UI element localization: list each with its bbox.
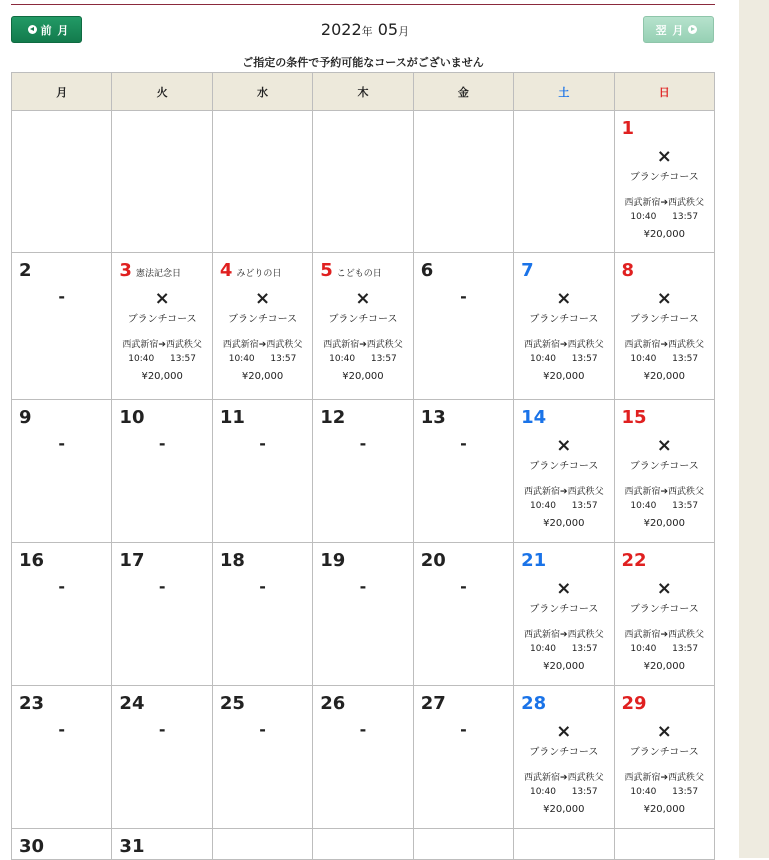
day-number-value: 1 [621,118,635,139]
times [615,785,714,799]
holiday-name: みどりの日 [236,269,282,279]
course-name: ブランチコース [127,314,197,325]
calendar-week-row [12,253,715,400]
calendar-day-cell[interactable] [514,400,614,543]
depart-time: 10:40 [529,644,556,654]
course-price: ¥20,000 [543,518,585,529]
arrow-right-icon: ➔ [359,340,367,350]
day-number-value: 17 [119,550,145,571]
day-number-value: 6 [420,260,434,281]
weekday-header-saturday: 土 [514,73,614,111]
route-from: 西武新宿 [524,773,561,783]
route [112,338,211,352]
depart-time: 10:40 [529,354,556,364]
no-course-mark: - [58,720,66,739]
day-number-value: 22 [621,550,647,571]
course-price: ¥20,000 [543,804,585,815]
course-name: ブランチコース [629,461,699,472]
no-course-mark: - [359,577,367,596]
next-month-label: 翌 月 [655,23,685,37]
times [514,499,613,513]
route-to: 西武秩父 [668,773,705,783]
calendar-day-cell[interactable] [212,253,312,400]
arrow-right-icon: ➔ [560,773,568,783]
calendar-cell-empty [313,111,413,253]
day-number-value: 31 [119,836,145,857]
course-name: ブランチコース [629,747,699,758]
weekday-header: 火 [112,73,212,111]
arrive-time: 13:57 [170,354,196,364]
route [514,628,613,642]
day-number-value: 26 [320,693,346,714]
depart-time: 10:40 [630,501,657,511]
calendar-day-cell [12,253,112,400]
calendar-day-cell[interactable] [614,543,714,686]
calendar-cell-empty [212,829,312,860]
calendar-day-cell [313,543,413,686]
no-course-mark: - [359,720,367,739]
day-number [119,693,144,715]
no-course-mark: - [58,287,66,306]
calendar-day-cell [413,686,513,829]
depart-time: 10:40 [630,354,657,364]
route-from: 西武新宿 [624,198,661,208]
weekday-header: 月 [12,73,112,111]
day-number [421,550,446,572]
times [514,785,613,799]
course-name: ブランチコース [529,747,599,758]
calendar-week-row [12,111,715,253]
calendar-day-cell[interactable] [514,686,614,829]
course-price: ¥20,000 [643,518,685,529]
route [615,196,714,210]
day-number [19,550,44,572]
route-to: 西武秩父 [165,340,202,350]
route-to: 西武秩父 [567,773,604,783]
top-divider [11,4,715,5]
calendar-day-cell [112,686,212,829]
calendar-cell-empty [12,111,112,253]
day-number [421,260,434,282]
day-number-value: 23 [19,693,45,714]
holiday-name: 憲法記念日 [135,269,181,279]
route-from: 西武新宿 [624,487,661,497]
course-price: ¥20,000 [543,661,585,672]
day-number-value: 8 [621,260,635,281]
depart-time: 10:40 [529,501,556,511]
day-number-value: 13 [420,407,446,428]
calendar-day-cell[interactable] [614,686,714,829]
month-title [290,20,440,39]
arrive-time: 13:57 [571,644,598,654]
day-number-value: 9 [19,407,32,428]
course-name: ブランチコース [629,604,699,615]
day-number-value: 3 [119,260,132,281]
calendar-cell-empty [614,829,714,860]
day-number [220,693,245,715]
month-value: 05 [377,20,399,39]
calendar-day-cell [112,829,212,860]
day-number [320,260,382,285]
course-info[interactable] [615,578,714,674]
arrow-right-icon: ➔ [660,198,669,208]
no-course-mark: - [460,287,467,306]
depart-time: 10:40 [630,212,657,222]
no-course-mark: - [158,434,166,453]
route-from: 西武新宿 [222,340,259,350]
route-to: 西武秩父 [668,630,705,640]
calendar-day-cell [12,686,112,829]
day-number-value: 30 [19,836,45,857]
arrow-left-icon [28,25,37,34]
day-number-value: 25 [219,693,245,714]
course-info[interactable] [514,435,613,531]
arrow-right-icon: ➔ [158,340,166,350]
unavailable-mark: × [355,288,371,309]
course-info[interactable] [514,288,613,384]
weekday-header: 木 [313,73,413,111]
arrive-time: 13:57 [370,354,397,364]
day-number [622,118,635,140]
depart-time: 10:40 [630,787,657,797]
course-info[interactable] [213,288,312,384]
calendar-day-cell[interactable] [614,400,714,543]
calendar-week-row [12,686,715,829]
calendar-table [11,72,715,860]
times [514,352,613,366]
depart-time: 10:40 [329,354,356,364]
availability-notice: ご指定の条件で予約可能なコースがございません [242,56,484,69]
course-price: ¥20,000 [141,371,183,382]
route-from: 西武新宿 [323,340,360,350]
course-name: ブランチコース [328,314,398,325]
calendar-day-cell [112,400,212,543]
arrive-time: 13:57 [571,501,598,511]
route [213,338,312,352]
no-course-mark: - [460,434,467,453]
calendar-day-cell [12,543,112,686]
course-info[interactable] [615,435,714,531]
unavailable-mark: × [656,578,672,599]
times [313,352,412,366]
day-number [421,693,446,715]
route [615,771,714,785]
route-from: 西武新宿 [524,340,561,350]
calendar-week-row [12,400,715,543]
course-info[interactable] [514,721,613,817]
course-price: ¥20,000 [643,804,685,815]
route-from: 西武新宿 [624,630,661,640]
prev-month-label: 前 月 [40,23,70,37]
times [112,352,211,366]
weekday-header-row [12,73,715,111]
day-number-value: 21 [521,550,547,571]
calendar-day-cell [313,400,413,543]
arrive-time: 13:57 [672,787,699,797]
calendar-week-row [12,829,715,860]
calendar-day-cell[interactable] [614,253,714,400]
calendar-cell-empty [514,829,614,860]
day-number [521,407,546,429]
times [213,352,312,366]
day-number-value: 20 [420,550,446,571]
route-to: 西武秩父 [668,198,705,208]
day-number [19,407,32,429]
right-sidebar [739,0,769,858]
calendar-cell-empty [212,111,312,253]
route [514,338,613,352]
unavailable-mark: × [154,288,170,309]
depart-time: 10:40 [630,644,657,654]
no-course-mark: - [259,577,266,596]
weekday-header-sunday: 日 [614,73,714,111]
arrive-time: 13:57 [672,644,699,654]
calendar-cell-empty [413,111,513,253]
route-to: 西武秩父 [567,340,604,350]
unavailable-mark: × [656,435,672,456]
calendar-cell-empty [112,111,212,253]
arrow-right-icon: ➔ [660,773,669,783]
day-number-value: 12 [320,407,346,428]
course-info[interactable] [514,578,613,674]
arrive-time: 13:57 [571,787,598,797]
day-number-value: 15 [621,407,647,428]
course-name: ブランチコース [629,314,699,325]
day-number-value: 10 [119,407,145,428]
day-number [19,260,32,282]
no-course-mark: - [460,577,467,596]
route-from: 西武新宿 [524,630,561,640]
holiday-name: こどもの日 [336,269,382,279]
day-number-value: 5 [320,260,333,281]
course-info[interactable] [313,288,412,384]
month-unit: 月 [398,25,410,38]
course-name: ブランチコース [529,604,599,615]
arrive-time: 13:57 [270,354,297,364]
course-price: ¥20,000 [643,661,685,672]
day-number-value: 2 [19,260,32,281]
route-to: 西武秩父 [567,630,604,640]
day-number [119,260,181,285]
no-course-mark: - [359,434,367,453]
day-number-value: 11 [219,407,245,428]
calendar-day-cell[interactable] [514,253,614,400]
times [615,642,714,656]
day-number [521,693,546,715]
day-number-value: 29 [621,693,647,714]
unavailable-mark: × [556,578,572,599]
course-price: ¥20,000 [643,371,685,382]
route-from: 西武新宿 [624,773,661,783]
day-number-value: 4 [219,260,233,281]
arrow-right-icon: ➔ [660,487,669,497]
course-name: ブランチコース [629,172,699,183]
calendar-day-cell[interactable] [514,543,614,686]
day-number [622,693,647,715]
day-number-value: 18 [219,550,245,571]
calendar-day-cell [212,686,312,829]
course-info[interactable] [615,288,714,384]
calendar-day-cell[interactable] [614,111,714,253]
day-number [220,407,245,429]
no-course-mark: - [259,434,266,453]
arrow-right-icon: ➔ [560,630,568,640]
unavailable-mark: × [556,435,572,456]
year-unit: 年 [361,25,373,38]
calendar-day-cell [313,686,413,829]
course-info[interactable] [615,146,714,242]
depart-time: 10:40 [228,354,255,364]
day-number [521,550,546,572]
no-course-mark: - [158,577,166,596]
calendar-day-cell [12,400,112,543]
day-number [119,836,144,858]
weekday-header: 金 [413,73,513,111]
year-value: 2022 [320,20,362,39]
day-number [119,407,144,429]
arrow-right-icon: ➔ [660,340,669,350]
calendar-cell-empty [514,111,614,253]
arrive-time: 13:57 [672,212,699,222]
day-number [320,407,345,429]
route-to: 西武秩父 [266,340,303,350]
day-number [622,550,647,572]
unavailable-mark: × [656,146,672,167]
times [514,642,613,656]
arrow-right-icon: ➔ [560,340,568,350]
no-course-mark: - [58,434,66,453]
course-name: ブランチコース [529,461,599,472]
day-number [320,550,345,572]
route-from: 西武新宿 [524,487,561,497]
arrow-right-icon: ➔ [258,340,267,350]
route-to: 西武秩父 [668,487,705,497]
course-price: ¥20,000 [241,371,284,382]
no-course-mark: - [460,720,467,739]
route [615,485,714,499]
day-number [320,693,345,715]
day-number [421,407,446,429]
calendar-cell-empty [313,829,413,860]
route-to: 西武秩父 [668,340,705,350]
day-number-value: 19 [320,550,346,571]
calendar-day-cell [212,400,312,543]
day-number [119,550,144,572]
no-course-mark: - [158,720,166,739]
day-number [521,260,534,282]
arrow-right-icon [688,25,697,34]
day-number [220,260,282,285]
day-number-value: 7 [521,260,534,281]
arrow-right-icon: ➔ [660,630,669,640]
depart-time: 10:40 [128,354,155,364]
unavailable-mark: × [556,288,572,309]
day-number [622,260,635,282]
no-course-mark: - [259,720,266,739]
calendar-day-cell[interactable] [112,253,212,400]
course-price: ¥20,000 [342,371,384,382]
day-number [19,836,44,858]
unavailable-mark: × [656,721,672,742]
calendar-day-cell [112,543,212,686]
depart-time: 10:40 [529,787,556,797]
calendar-cell-empty [413,829,513,860]
course-price: ¥20,000 [543,371,585,382]
day-number [19,693,44,715]
prev-month-button[interactable] [11,16,82,43]
day-number-value: 28 [521,693,547,714]
course-name: ブランチコース [529,314,599,325]
times [615,499,714,513]
times [615,352,714,366]
unavailable-mark: × [656,288,672,309]
day-number [622,407,647,429]
calendar-day-cell [212,543,312,686]
day-number [220,550,245,572]
route [514,771,613,785]
calendar-day-cell [413,253,513,400]
unavailable-mark: × [255,288,271,309]
route [615,338,714,352]
unavailable-mark: × [556,721,572,742]
route [313,338,412,352]
arrow-right-icon: ➔ [560,487,568,497]
course-price: ¥20,000 [643,229,685,240]
course-info[interactable] [615,721,714,817]
arrive-time: 13:57 [672,354,699,364]
times [615,210,714,224]
day-number-value: 14 [521,407,547,428]
calendar-day-cell [413,543,513,686]
route-from: 西武新宿 [122,340,159,350]
day-number-value: 16 [19,550,45,571]
day-number-value: 24 [119,693,145,714]
next-month-button[interactable] [643,16,714,43]
day-number-value: 27 [420,693,446,714]
calendar-day-cell [12,829,112,860]
weekday-header: 水 [212,73,312,111]
calendar-week-row [12,543,715,686]
route-to: 西武秩父 [567,487,604,497]
calendar-day-cell[interactable] [313,253,413,400]
no-course-mark: - [58,577,66,596]
arrive-time: 13:57 [672,501,699,511]
arrive-time: 13:57 [571,354,598,364]
route [615,628,714,642]
course-info[interactable] [112,288,211,384]
route-from: 西武新宿 [624,340,661,350]
course-name: ブランチコース [228,314,298,325]
route-to: 西武秩父 [366,340,403,350]
calendar-day-cell [413,400,513,543]
route [514,485,613,499]
